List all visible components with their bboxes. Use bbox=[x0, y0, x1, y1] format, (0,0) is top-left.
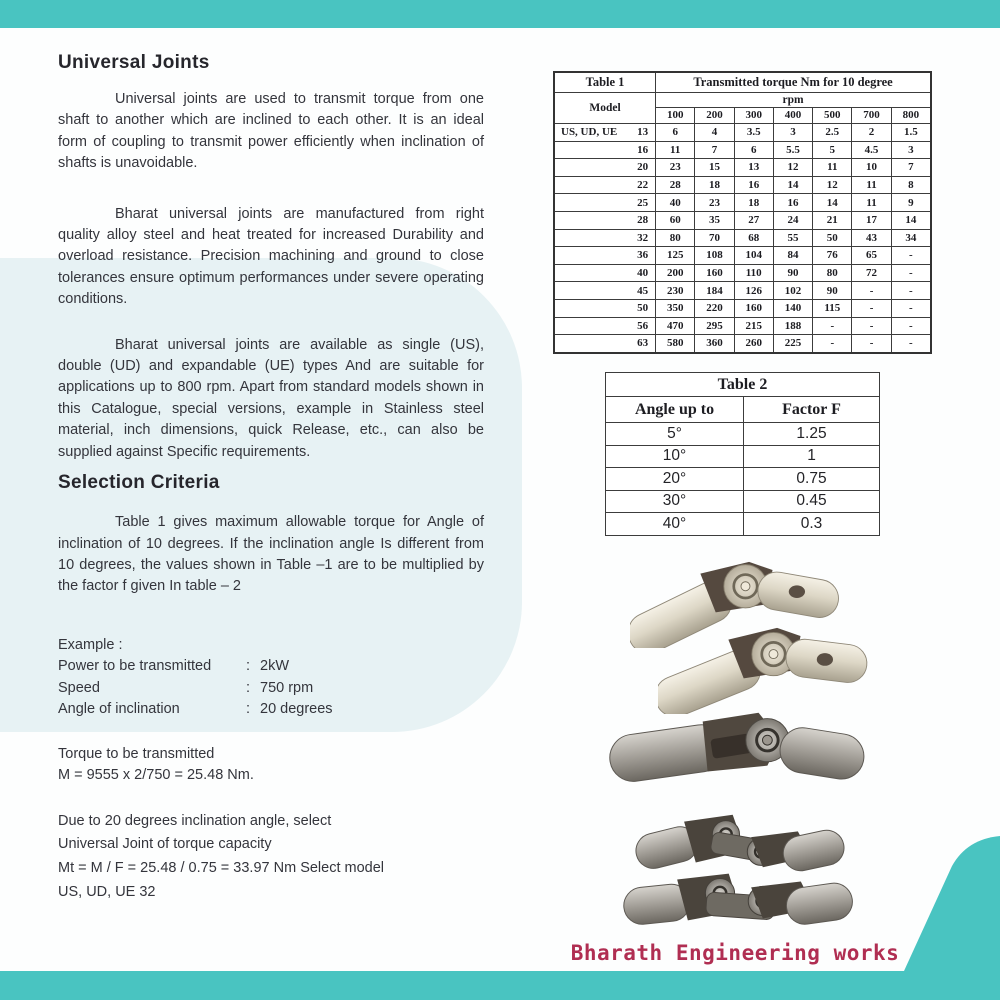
torque-cell: 7 bbox=[695, 141, 734, 159]
table1-rpm-row bbox=[554, 93, 931, 108]
torque-cell: 230 bbox=[656, 282, 695, 300]
torque-cell: 360 bbox=[695, 335, 734, 353]
model-cell: 45 bbox=[554, 282, 656, 300]
text-column bbox=[58, 46, 484, 904]
torque-cell: - bbox=[813, 335, 852, 353]
torque-cell: 7 bbox=[891, 159, 931, 177]
model-cell: 50 bbox=[554, 299, 656, 317]
model-cell: 32 bbox=[554, 229, 656, 247]
torque-cell: 90 bbox=[813, 282, 852, 300]
table2-row bbox=[606, 490, 880, 513]
torque-cell: 23 bbox=[656, 159, 695, 177]
torque-cell: 110 bbox=[734, 264, 773, 282]
torque-cell: 28 bbox=[656, 176, 695, 194]
torque-cell: - bbox=[891, 264, 931, 282]
torque-cell: - bbox=[891, 299, 931, 317]
table1-row bbox=[554, 282, 931, 300]
torque-cell: 2 bbox=[852, 124, 891, 142]
factor-cell: 1.25 bbox=[744, 423, 880, 446]
torque-cell: 260 bbox=[734, 335, 773, 353]
rpm-col-header: 100 bbox=[656, 108, 695, 124]
table1-model-header: Model bbox=[554, 93, 656, 124]
model-cell: 16 bbox=[554, 141, 656, 159]
factor-cell: 0.3 bbox=[744, 513, 880, 536]
selection-paragraph: Table 1 gives maximum allowable torque for Angle of inclination of 10 degrees. If the inclination angle Is different from 10 degrees, the values shown in Table –1 are to be multiplied by the factor f given In table – 2 bbox=[58, 514, 484, 595]
manufacturing-paragraph: Bharat universal joints are manufactured from right quality alloy steel and heat treated for increased Durability and overload resistance. Precision machining and ground to close tolerances ensure optimum performances under severe operating conditions. bbox=[58, 205, 484, 308]
table1-row bbox=[554, 229, 931, 247]
table2-row bbox=[606, 445, 880, 468]
brand-logo: Bharath Engineering works bbox=[570, 941, 900, 965]
rpm-col-header: 300 bbox=[734, 108, 773, 124]
table1-caption: Transmitted torque Nm for 10 degree bbox=[656, 72, 931, 93]
rpm-col-header: 800 bbox=[891, 108, 931, 124]
photo-steel-single-joint bbox=[608, 700, 866, 798]
table1-row bbox=[554, 194, 931, 212]
torque-cell: 3 bbox=[891, 141, 931, 159]
torque-cell: - bbox=[813, 317, 852, 335]
torque-cell: 160 bbox=[695, 264, 734, 282]
torque-cell: 9 bbox=[891, 194, 931, 212]
torque-cell: 200 bbox=[656, 264, 695, 282]
table1-row bbox=[554, 124, 931, 142]
torque-cell: 35 bbox=[695, 211, 734, 229]
torque-cell: - bbox=[891, 247, 931, 265]
torque-cell: 16 bbox=[773, 194, 812, 212]
angle-cell: 30° bbox=[606, 490, 744, 513]
torque-cell: 4 bbox=[695, 124, 734, 142]
conclusion-block bbox=[58, 810, 484, 904]
torque-cell: 11 bbox=[852, 176, 891, 194]
example-label: Power to be transmitted bbox=[58, 658, 212, 675]
photo-cream-joint-2 bbox=[658, 614, 870, 714]
torque-cell: 125 bbox=[656, 247, 695, 265]
model-cell: 56 bbox=[554, 317, 656, 335]
torque-cell: 80 bbox=[656, 229, 695, 247]
torque-cell: 76 bbox=[813, 247, 852, 265]
example-value: 20 degrees bbox=[260, 701, 333, 718]
example-value: 2kW bbox=[260, 658, 289, 675]
rpm-col-header: 500 bbox=[813, 108, 852, 124]
factor-cell: 1 bbox=[744, 445, 880, 468]
torque-cell: 12 bbox=[773, 159, 812, 177]
photo-steel-double-joint-2 bbox=[622, 862, 854, 936]
example-separator: : bbox=[246, 658, 251, 675]
bottom-accent-bar bbox=[0, 971, 1000, 1000]
torque-cell: 65 bbox=[852, 247, 891, 265]
table2-row bbox=[606, 468, 880, 491]
conclusion-line: Mt = M / F = 25.48 / 0.75 = 33.97 Nm Select model bbox=[58, 859, 385, 876]
torque-cell: 50 bbox=[813, 229, 852, 247]
torque-cell: 17 bbox=[852, 211, 891, 229]
torque-cell: - bbox=[852, 282, 891, 300]
torque-cell: 126 bbox=[734, 282, 773, 300]
torque-formula: M = 9555 x 2/750 = 25.48 Nm. bbox=[58, 767, 254, 784]
torque-cell: 3 bbox=[773, 124, 812, 142]
torque-cell: 3.5 bbox=[734, 124, 773, 142]
torque-cell: 1.5 bbox=[891, 124, 931, 142]
table1-row bbox=[554, 176, 931, 194]
conclusion-line: US, UD, UE 32 bbox=[58, 883, 156, 900]
torque-cell: 5.5 bbox=[773, 141, 812, 159]
example-row-power bbox=[58, 656, 484, 678]
torque-cell: 18 bbox=[734, 194, 773, 212]
torque-cell: 60 bbox=[656, 211, 695, 229]
torque-cell: 6 bbox=[734, 141, 773, 159]
torque-cell: 43 bbox=[852, 229, 891, 247]
table1-body bbox=[554, 124, 931, 353]
torque-cell: 104 bbox=[734, 247, 773, 265]
torque-cell: 72 bbox=[852, 264, 891, 282]
model-cell: US, UD, UE 13 bbox=[554, 124, 656, 142]
table1-title: Table 1 bbox=[554, 72, 656, 93]
table2-row bbox=[606, 423, 880, 446]
table1-row bbox=[554, 211, 931, 229]
torque-cell: 16 bbox=[734, 176, 773, 194]
model-cell: 63 bbox=[554, 335, 656, 353]
heading-selection-criteria: Selection Criteria bbox=[58, 472, 220, 494]
table1-row bbox=[554, 264, 931, 282]
torque-cell: 11 bbox=[813, 159, 852, 177]
types-paragraph: Bharat universal joints are available as single (US), double (UD) and expandable (UE) types And are suitable for applications up to 800 rpm. Apart from standard models shown in this Catalogue, special versions, example in Stainless steel material, inch dimensions, quick Release, etc., can also be supplied against Specific requirements. bbox=[58, 336, 484, 460]
torque-cell: - bbox=[891, 282, 931, 300]
torque-cell: 12 bbox=[813, 176, 852, 194]
conclusion-line: Due to 20 degrees inclination angle, select bbox=[58, 812, 332, 829]
torque-cell: 160 bbox=[734, 299, 773, 317]
rpm-col-header: 700 bbox=[852, 108, 891, 124]
torque-cell: 470 bbox=[656, 317, 695, 335]
torque-cell: 5 bbox=[813, 141, 852, 159]
torque-cell: 4.5 bbox=[852, 141, 891, 159]
example-row-speed bbox=[58, 678, 484, 700]
torque-cell: 580 bbox=[656, 335, 695, 353]
example-label: Angle of inclination bbox=[58, 701, 180, 718]
torque-cell: - bbox=[891, 317, 931, 335]
angle-cell: 5° bbox=[606, 423, 744, 446]
example-separator: : bbox=[246, 679, 251, 696]
torque-cell: 23 bbox=[695, 194, 734, 212]
table1-row bbox=[554, 141, 931, 159]
model-cell: 22 bbox=[554, 176, 656, 194]
torque-cell: 295 bbox=[695, 317, 734, 335]
example-row-angle bbox=[58, 699, 484, 721]
torque-block bbox=[58, 744, 484, 787]
torque-cell: 14 bbox=[773, 176, 812, 194]
table1-row bbox=[554, 247, 931, 265]
table2-row bbox=[606, 513, 880, 536]
table2-title-row bbox=[606, 373, 880, 397]
angle-cell: 20° bbox=[606, 468, 744, 491]
torque-cell: 11 bbox=[852, 194, 891, 212]
table1-row bbox=[554, 299, 931, 317]
torque-cell: 115 bbox=[813, 299, 852, 317]
table1-torque bbox=[553, 71, 932, 354]
torque-cell: 220 bbox=[695, 299, 734, 317]
angle-cell: 40° bbox=[606, 513, 744, 536]
torque-cell: 27 bbox=[734, 211, 773, 229]
torque-cell: 24 bbox=[773, 211, 812, 229]
factor-cell: 0.75 bbox=[744, 468, 880, 491]
factor-cell: 0.45 bbox=[744, 490, 880, 513]
torque-cell: - bbox=[891, 335, 931, 353]
torque-cell: 13 bbox=[734, 159, 773, 177]
torque-cell: - bbox=[852, 317, 891, 335]
torque-cell: 108 bbox=[695, 247, 734, 265]
intro-paragraph: Universal joints are used to transmit torque from one shaft to another which are inclined to each other. It is an ideal form of coupling to transmit power efficiently when inclination of shafts is unavoidable. bbox=[58, 91, 484, 172]
rpm-col-header: 200 bbox=[695, 108, 734, 124]
torque-cell: 90 bbox=[773, 264, 812, 282]
torque-title: Torque to be transmitted bbox=[58, 745, 215, 762]
torque-cell: 80 bbox=[813, 264, 852, 282]
torque-cell: 34 bbox=[891, 229, 931, 247]
torque-cell: 15 bbox=[695, 159, 734, 177]
torque-cell: - bbox=[852, 335, 891, 353]
torque-cell: 2.5 bbox=[813, 124, 852, 142]
example-block bbox=[58, 635, 484, 721]
torque-cell: 70 bbox=[695, 229, 734, 247]
angle-header: Angle up to bbox=[606, 397, 744, 423]
example-title: Example : bbox=[58, 636, 123, 653]
torque-cell: 188 bbox=[773, 317, 812, 335]
factor-header: Factor F bbox=[744, 397, 880, 423]
table2-header-row bbox=[606, 397, 880, 423]
table1-title-row bbox=[554, 72, 931, 93]
torque-cell: 215 bbox=[734, 317, 773, 335]
table1-rpm-header: rpm bbox=[656, 93, 931, 108]
example-value: 750 rpm bbox=[260, 679, 314, 696]
table1-row bbox=[554, 317, 931, 335]
table2-body bbox=[606, 423, 880, 536]
table2-title: Table 2 bbox=[606, 373, 880, 397]
model-cell: 28 bbox=[554, 211, 656, 229]
torque-cell: 18 bbox=[695, 176, 734, 194]
torque-cell: 21 bbox=[813, 211, 852, 229]
torque-cell: 140 bbox=[773, 299, 812, 317]
model-cell: 25 bbox=[554, 194, 656, 212]
table1-row bbox=[554, 159, 931, 177]
table2-factor bbox=[605, 372, 880, 536]
angle-cell: 10° bbox=[606, 445, 744, 468]
torque-cell: 184 bbox=[695, 282, 734, 300]
top-accent-bar bbox=[0, 0, 1000, 28]
model-cell: 36 bbox=[554, 247, 656, 265]
rpm-col-header: 400 bbox=[773, 108, 812, 124]
model-cell: 40 bbox=[554, 264, 656, 282]
torque-cell: 350 bbox=[656, 299, 695, 317]
torque-cell: 10 bbox=[852, 159, 891, 177]
table1-row bbox=[554, 335, 931, 353]
example-separator: : bbox=[246, 701, 251, 718]
torque-cell: 40 bbox=[656, 194, 695, 212]
model-cell: 20 bbox=[554, 159, 656, 177]
torque-cell: 225 bbox=[773, 335, 812, 353]
heading-universal-joints: Universal Joints bbox=[58, 52, 210, 73]
torque-cell: 11 bbox=[656, 141, 695, 159]
torque-cell: 55 bbox=[773, 229, 812, 247]
example-label: Speed bbox=[58, 679, 100, 696]
torque-cell: 8 bbox=[891, 176, 931, 194]
torque-cell: 14 bbox=[891, 211, 931, 229]
torque-cell: 84 bbox=[773, 247, 812, 265]
torque-cell: 6 bbox=[656, 124, 695, 142]
torque-cell: - bbox=[852, 299, 891, 317]
conclusion-line: Universal Joint of torque capacity bbox=[58, 836, 272, 853]
torque-cell: 68 bbox=[734, 229, 773, 247]
torque-cell: 102 bbox=[773, 282, 812, 300]
torque-cell: 14 bbox=[813, 194, 852, 212]
